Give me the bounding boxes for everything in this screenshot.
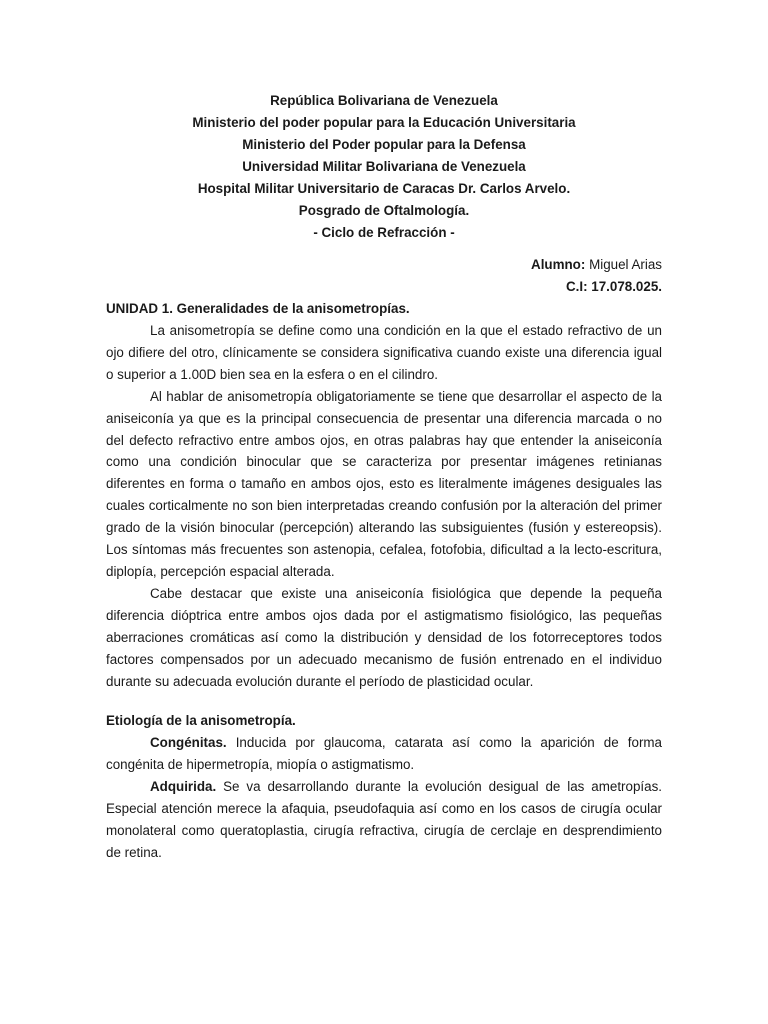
- etiology-acquired-term: Adquirida.: [150, 779, 217, 795]
- etiology-title: Etiología de la anisometropía.: [106, 713, 296, 729]
- header-line-university: Universidad Militar Bolivariana de Venezuela: [242, 159, 526, 174]
- header-line-ministry-defense: Ministerio del Poder popular para la Defensa: [242, 137, 526, 152]
- student-name: Miguel Arias: [589, 257, 662, 272]
- etiology-acquired: [106, 776, 662, 864]
- etiology-acquired-text: Se va desarrollando durante la evolución desigual de las ametropías. Especial atención merece la afaquia, pseudofaquia así como en los casos de cirugía ocular monolateral como queratoplastia, cirugía refractiva, cirugía de cerclaje en desprendimiento de retina.: [106, 779, 662, 860]
- paragraph-aniseikonia: Al hablar de anisometropía obligatoriamente se tiene que desarrollar el aspecto de la aniseiconía ya que es la principal consecuencia de presentar una diferencia marcada o no del defecto refractivo entre ambos ojos, en otras palabras hay que entender la aniseiconía como una condición binocular que se caracteriza por presentar imágenes retinianas diferentes en forma o tamaño en ambos ojos, esto es literalmente imágenes desiguales las cuales corticalmente no son bien interpretadas creando confusión por la alteración del primer grado de la visión binocular (percepción) alterando las subsiguientes (fusión y estereopsis). Los síntomas más frecuentes son astenopia, cefalea, fotofobia, dificultad a la lecto-escritura, diplopía, percepción espacial alterada.: [106, 388, 662, 579]
- header-line-ministry-education: Ministerio del poder popular para la Educación Universitaria: [192, 115, 576, 130]
- paragraph-definition: La anisometropía se define como una condición en la que el estado refractivo de un ojo difiere del otro, clínicamente se considera significativa cuando existe una diferencia igual o superior a 1.00D bien sea en la esfera o en el cilindro.: [106, 323, 662, 382]
- student-name-line: [106, 254, 662, 276]
- unit-title: UNIDAD 1. Generalidades de la anisometropías.: [106, 301, 410, 316]
- etiology-congenital-text: Inducida por glaucoma, catarata así como la aparición de forma congénita de hipermetropía, miopía o astigmatismo.: [106, 735, 662, 773]
- etiology-congenital-term: Congénitas.: [150, 735, 227, 751]
- header-line-cycle: - Ciclo de Refracción -: [313, 225, 455, 240]
- etiology-congenital: [106, 732, 662, 776]
- header-line-postgraduate: Posgrado de Oftalmología.: [298, 203, 470, 218]
- header-line-hospital: Hospital Militar Universitario de Caracas Dr. Carlos Arvelo.: [197, 181, 571, 196]
- student-info: [106, 254, 662, 298]
- header-line-republic: República Bolivariana de Venezuela: [270, 93, 498, 108]
- paragraph-physiological: Cabe destacar que existe una aniseiconía fisiológica que depende la pequeña diferencia dióptrica entre ambos ojos dada por el astigmatismo fisiológico, las pequeñas aberraciones cromáticas así como la distribución y densidad de los fotorreceptores todos factores compensados por un adecuado mecanismo de fusión entrenado en el individuo durante su adecuada evolución durante el período de plasticidad ocular.: [106, 585, 662, 689]
- student-id: C.I: 17.078.025.: [565, 279, 662, 294]
- student-label: Alumno:: [531, 257, 586, 272]
- institution-header: [106, 90, 662, 244]
